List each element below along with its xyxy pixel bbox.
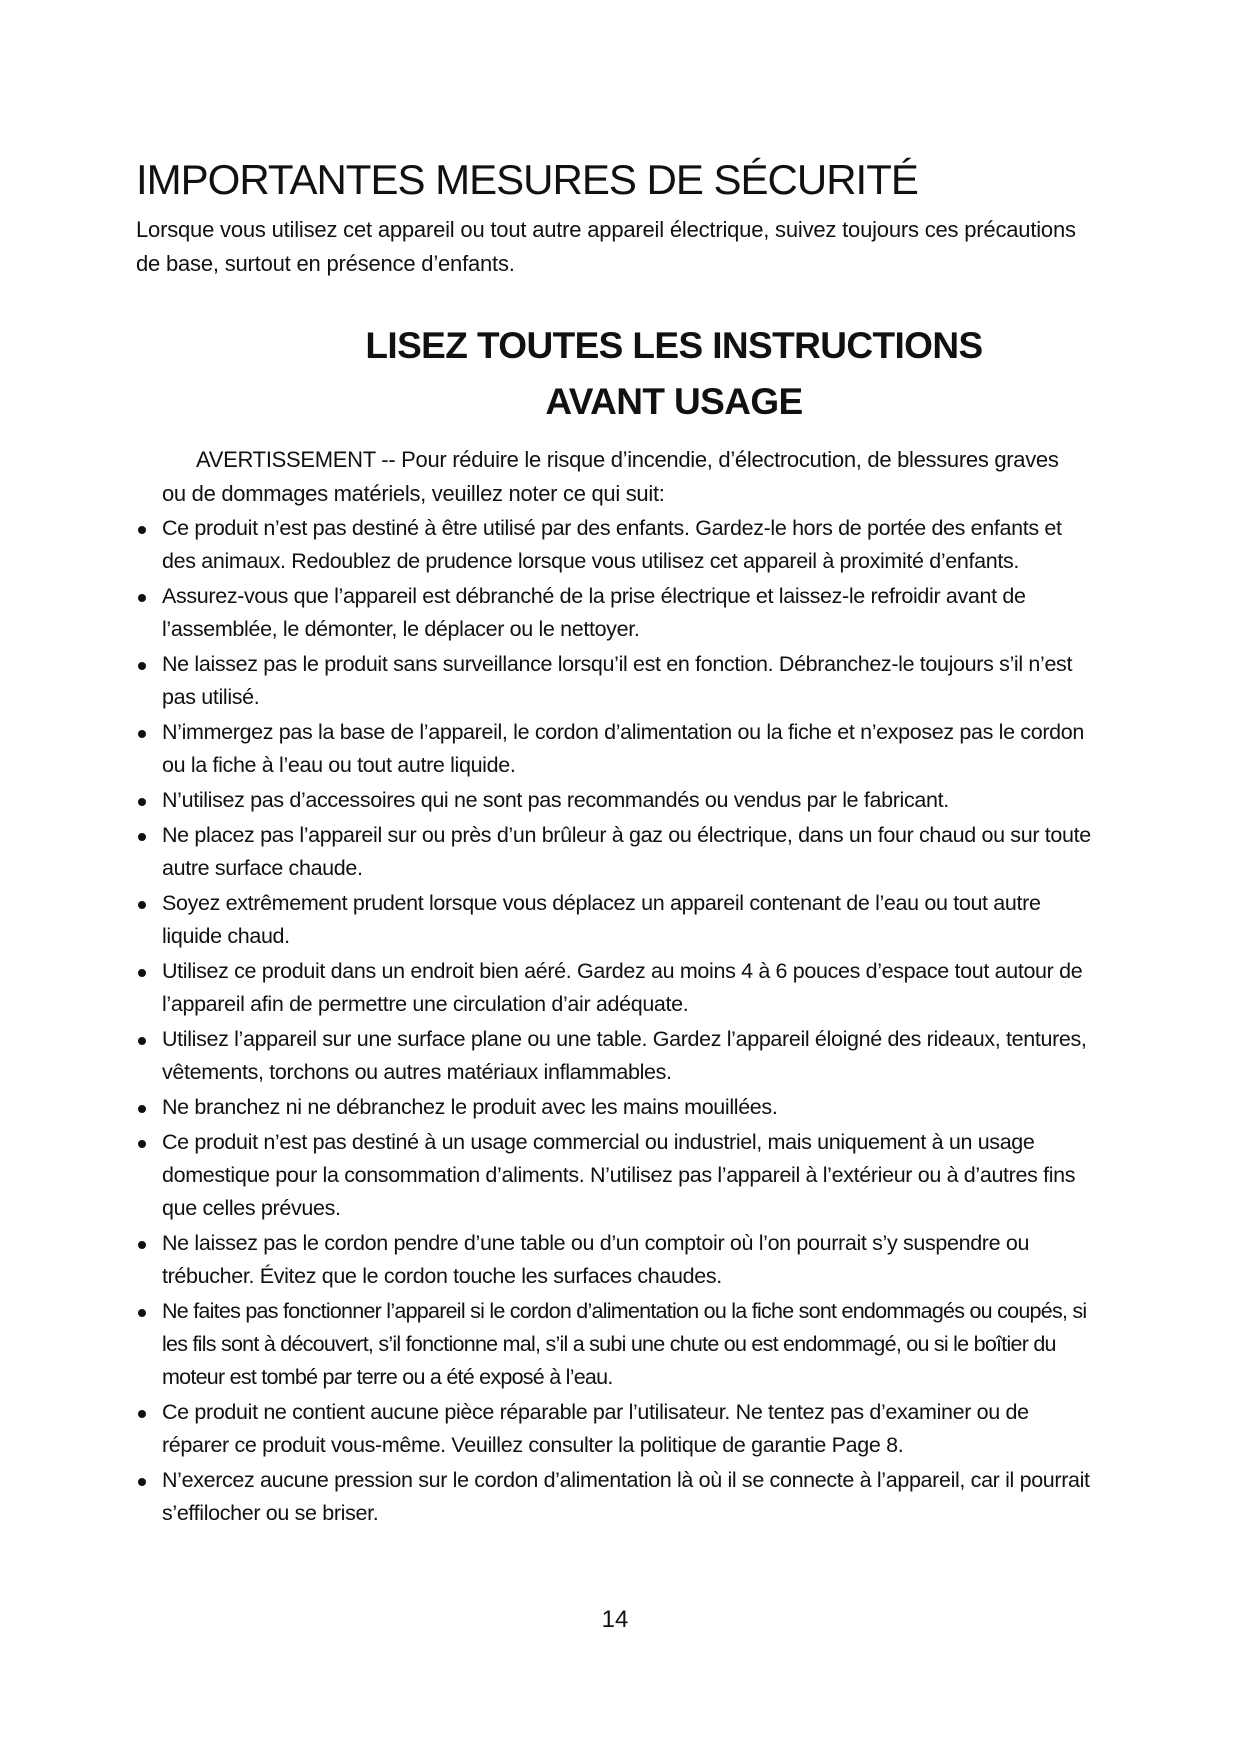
list-item [136, 648, 1092, 714]
list-item-text: Ne placez pas l’appareil sur ou près d’un brûleur à gaz ou électrique, dans un four chaud ou sur toute autre surface chaude. [162, 823, 1091, 880]
bullet-icon [138, 969, 146, 977]
list-item-text: Ne laissez pas le produit sans surveillance lorsqu’il est en fonction. Débranchez-le toujours s’il n’est pas utilisé. [162, 652, 1073, 709]
bullet-icon [138, 1241, 146, 1249]
list-item [136, 819, 1092, 885]
list-item-text: N’exercez aucune pression sur le cordon d’alimentation là où il se connecte à l’appareil, car il pourrait s’effilocher ou se briser. [162, 1468, 1090, 1525]
bullet-icon [138, 1037, 146, 1045]
safety-list [136, 512, 1092, 1532]
page-title: IMPORTANTES MESURES DE SÉCURITÉ [136, 156, 918, 203]
subtitle-line-2: AVANT USAGE [545, 381, 803, 422]
list-item [136, 716, 1092, 782]
list-item-text: Assurez-vous que l’appareil est débranché de la prise électrique et laissez-le refroidir avant de l’assemblée, le démonter, le déplacer ou le nettoyer. [162, 584, 1026, 641]
bullet-icon [138, 1478, 146, 1486]
list-item-text: Ce produit n’est pas destiné à un usage commercial ou industriel, mais uniquement à un usage domestique pour la consommation d’aliments. N’utilisez pas l’appareil à l’extérieur ou à d’autres fins que celles prévues. [162, 1130, 1076, 1220]
list-item [136, 1295, 1092, 1394]
bullet-icon [138, 730, 146, 738]
subtitle-line-1: LISEZ TOUTES LES INSTRUCTIONS [365, 325, 983, 366]
bullet-icon [138, 798, 146, 806]
list-item-text: N’immergez pas la base de l’appareil, le cordon d’alimentation ou la fiche et n’exposez pas le cordon ou la fiche à l’eau ou tout autre liquide. [162, 720, 1084, 777]
bullet-icon [138, 901, 146, 909]
list-item [136, 1126, 1092, 1225]
subtitle [300, 318, 1048, 430]
bullet-icon [138, 833, 146, 841]
list-item-text: Utilisez ce produit dans un endroit bien aéré. Gardez au moins 4 à 6 pouces d’espace tout autour de l’appareil afin de permettre une circulation d’air adéquate. [162, 959, 1083, 1016]
bullet-icon [138, 1140, 146, 1148]
list-item [136, 1464, 1092, 1530]
list-item [136, 1396, 1092, 1462]
list-item [136, 887, 1092, 953]
list-item [136, 955, 1092, 1021]
list-item-text: N’utilisez pas d’accessoires qui ne sont pas recommandés ou vendus par le fabricant. [162, 788, 949, 812]
list-item-text: Utilisez l’appareil sur une surface plane ou une table. Gardez l’appareil éloigné des rideaux, tentures, vêtements, torchons ou autres matériaux inflammables. [162, 1027, 1087, 1084]
list-item [136, 784, 1092, 817]
warning-paragraph: AVERTISSEMENT -- Pour réduire le risque d’incendie, d’électrocution, de blessures graves ou de dommages matériels, veuillez noter ce qui suit: [162, 447, 1059, 506]
list-item-text: Ce produit n’est pas destiné à être utilisé par des enfants. Gardez-le hors de portée des enfants et des animaux. Redoublez de prudence lorsque vous utilisez cet appareil à proximité d’enfants. [162, 516, 1062, 573]
bullet-icon [138, 1410, 146, 1418]
page-number: 14 [601, 1606, 629, 1633]
list-item-text: Ce produit ne contient aucune pièce réparable par l’utilisateur. Ne tentez pas d’examiner ou de réparer ce produit vous-même. Veuillez consulter la politique de garantie Page 8. [162, 1400, 1029, 1457]
list-item [136, 1091, 1092, 1124]
list-item-text: Ne faites pas fonctionner l’appareil si le cordon d’alimentation ou la fiche sont endommagés ou coupés, si les fils sont à découvert, s’il fonctionne mal, s’il a subi une chute ou est endommagé, ou si le boîtier du moteur est tombé par terre ou a été exposé à l’eau. [162, 1299, 1087, 1389]
list-item [136, 1227, 1092, 1293]
list-item-text: Ne laissez pas le cordon pendre d’une table ou d’un comptoir où l’on pourrait s’y suspendre ou trébucher. Évitez que le cordon touche les surfaces chaudes. [162, 1231, 1030, 1288]
bullet-icon [138, 662, 146, 670]
list-item [136, 1023, 1092, 1089]
bullet-icon [138, 594, 146, 602]
list-item-text: Soyez extrêmement prudent lorsque vous déplacez un appareil contenant de l’eau ou tout autre liquide chaud. [162, 891, 1041, 948]
list-item-text: Ne branchez ni ne débranchez le produit avec les mains mouillées. [162, 1095, 778, 1119]
list-item [136, 580, 1092, 646]
list-item [136, 512, 1092, 578]
bullet-icon [138, 1309, 146, 1317]
bullet-icon [138, 1105, 146, 1113]
intro-paragraph: Lorsque vous utilisez cet appareil ou tout autre appareil électrique, suivez toujours ces précautions de base, surtout en présence d’enfants. [136, 217, 1076, 276]
bullet-icon [138, 526, 146, 534]
